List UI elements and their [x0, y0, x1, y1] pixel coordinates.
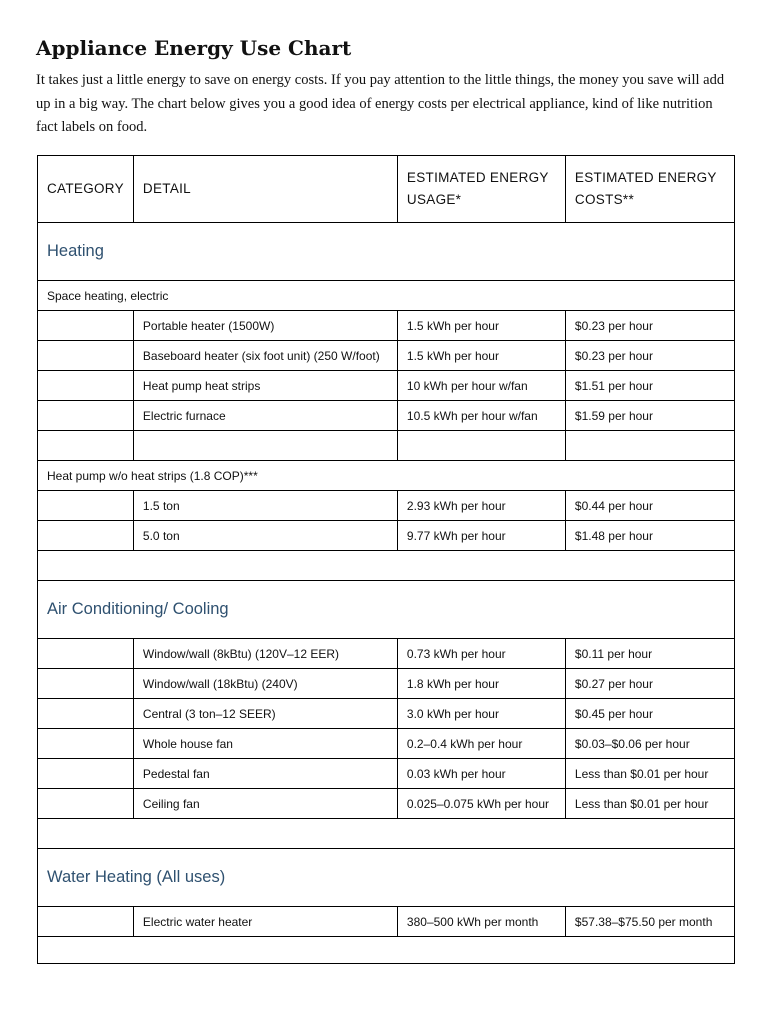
usage-cell: 10 kWh per hour w/fan [397, 371, 565, 401]
category-cell [38, 521, 134, 551]
table-row [38, 491, 735, 521]
empty-cell [38, 819, 735, 849]
section-heading-water-heating: Water Heating (All uses) [38, 849, 735, 907]
detail-cell: Baseboard heater (six foot unit) (250 W/foot) [133, 341, 397, 371]
empty-cell [38, 551, 735, 581]
subcategory-row-space-heating [38, 281, 735, 311]
table-row [38, 759, 735, 789]
cost-cell: $1.59 per hour [565, 401, 734, 431]
section-heading-cooling: Air Conditioning/ Cooling [38, 581, 735, 639]
section-row-cooling [38, 581, 735, 639]
cost-cell: $0.45 per hour [565, 699, 734, 729]
category-cell [38, 491, 134, 521]
table-row [38, 371, 735, 401]
subcategory-row-heat-pump [38, 461, 735, 491]
detail-cell: Whole house fan [133, 729, 397, 759]
cost-cell: $0.23 per hour [565, 311, 734, 341]
detail-cell: 1.5 ton [133, 491, 397, 521]
detail-cell: Portable heater (1500W) [133, 311, 397, 341]
category-cell [38, 699, 134, 729]
empty-cell [397, 431, 565, 461]
cost-cell: $0.03–$0.06 per hour [565, 729, 734, 759]
blank-row [38, 551, 735, 581]
table-row [38, 341, 735, 371]
category-cell [38, 669, 134, 699]
cost-cell: $0.44 per hour [565, 491, 734, 521]
detail-cell: Window/wall (8kBtu) (120V–12 EER) [133, 639, 397, 669]
cost-cell: $0.11 per hour [565, 639, 734, 669]
usage-cell: 0.03 kWh per hour [397, 759, 565, 789]
detail-cell: Electric furnace [133, 401, 397, 431]
category-cell [38, 311, 134, 341]
detail-cell: Central (3 ton–12 SEER) [133, 699, 397, 729]
column-header-cost: ESTIMATED ENERGY COSTS** [565, 156, 734, 223]
table-row [38, 729, 735, 759]
column-header-category: CATEGORY [38, 156, 134, 223]
category-cell [38, 639, 134, 669]
section-heading-heating: Heating [38, 223, 735, 281]
page-title: Appliance Energy Use Chart [36, 36, 352, 60]
usage-cell: 0.73 kWh per hour [397, 639, 565, 669]
category-cell [38, 759, 134, 789]
empty-cell [38, 431, 134, 461]
detail-cell: Electric water heater [133, 907, 397, 937]
cut-off-row [38, 937, 735, 964]
cost-cell: $1.51 per hour [565, 371, 734, 401]
column-header-detail: DETAIL [133, 156, 397, 223]
blank-row [38, 819, 735, 849]
cost-cell: $0.27 per hour [565, 669, 734, 699]
usage-cell: 380–500 kWh per month [397, 907, 565, 937]
cost-cell: Less than $0.01 per hour [565, 789, 734, 819]
category-cell [38, 371, 134, 401]
usage-cell: 1.8 kWh per hour [397, 669, 565, 699]
usage-cell: 9.77 kWh per hour [397, 521, 565, 551]
empty-cell [133, 431, 397, 461]
table-row [38, 521, 735, 551]
table-row [38, 311, 735, 341]
table-row [38, 789, 735, 819]
table-row [38, 699, 735, 729]
table-row [38, 401, 735, 431]
category-cell [38, 401, 134, 431]
table-header-row [38, 156, 735, 223]
cost-cell: $0.23 per hour [565, 341, 734, 371]
section-row-heating [38, 223, 735, 281]
usage-cell: 1.5 kWh per hour [397, 311, 565, 341]
detail-cell: Pedestal fan [133, 759, 397, 789]
category-cell [38, 341, 134, 371]
usage-cell: 0.2–0.4 kWh per hour [397, 729, 565, 759]
empty-cell [565, 431, 734, 461]
usage-cell: 1.5 kWh per hour [397, 341, 565, 371]
blank-row [38, 431, 735, 461]
table-row [38, 669, 735, 699]
subcategory-label-space-heating: Space heating, electric [38, 281, 735, 311]
cost-cell: Less than $0.01 per hour [565, 759, 734, 789]
usage-cell: 2.93 kWh per hour [397, 491, 565, 521]
detail-cell: Window/wall (18kBtu) (240V) [133, 669, 397, 699]
category-cell [38, 729, 134, 759]
usage-cell: 0.025–0.075 kWh per hour [397, 789, 565, 819]
cost-cell: $57.38–$75.50 per month [565, 907, 734, 937]
empty-cell [38, 937, 735, 964]
table-row [38, 639, 735, 669]
table-row [38, 907, 735, 937]
subcategory-label-heat-pump: Heat pump w/o heat strips (1.8 COP)*** [38, 461, 735, 491]
detail-cell: 5.0 ton [133, 521, 397, 551]
usage-cell: 3.0 kWh per hour [397, 699, 565, 729]
energy-use-table [37, 155, 735, 964]
column-header-usage: ESTIMATED ENERGY USAGE* [397, 156, 565, 223]
usage-cell: 10.5 kWh per hour w/fan [397, 401, 565, 431]
category-cell [38, 907, 134, 937]
section-row-water-heating [38, 849, 735, 907]
detail-cell: Heat pump heat strips [133, 371, 397, 401]
detail-cell: Ceiling fan [133, 789, 397, 819]
category-cell [38, 789, 134, 819]
cost-cell: $1.48 per hour [565, 521, 734, 551]
intro-paragraph: It takes just a little energy to save on energy costs. If you pay attention to the little things, the money you save will add up in a big way. The chart below gives you a good idea of energy costs per electrical appliance, kind of like nutrition fact labels on food. [36, 72, 725, 135]
